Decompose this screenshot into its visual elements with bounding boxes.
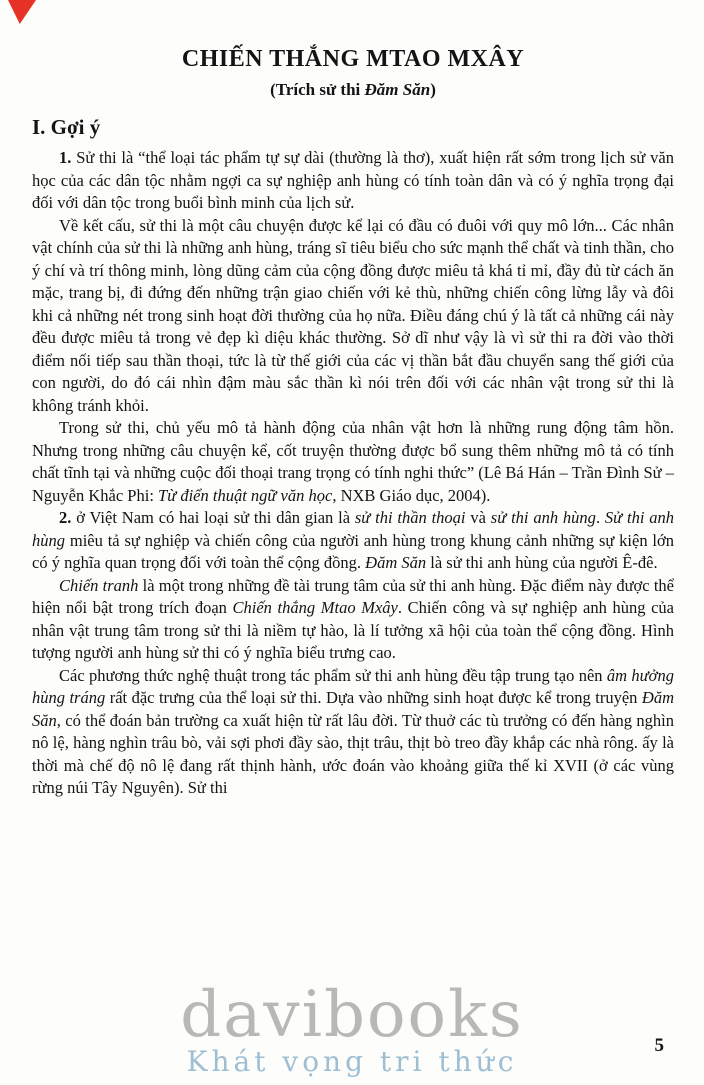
page-title: CHIẾN THẮNG MTAO MXÂY [181, 46, 525, 72]
paragraph: Các phương thức nghệ thuật trong tác phẩm sử thi anh hùng đều tập trung tạo nên âm hưởng hùng tráng rất đặc trưng của thể loại sử thi. Dựa vào những sinh hoạt được kể trong truyện Đăm Săn, có thể đoán bản trường ca xuất hiện từ rất lâu đời. Từ thuở các tù trưởng có đến hàng nghìn nô lệ, hàng nghìn trâu bò, vải sợi phơi đầy sào, thịt trâu, thịt bò treo đầy khắp các nhà rông. ấy là thời mà chế độ nô lệ đang rất thịnh hành, ước đoán vào khoảng giữa thế kỉ XVII (ở các vùng rừng núi Tây Nguyên). Sử thi [32, 665, 674, 797]
watermark [0, 978, 704, 1079]
red-corner-mark [8, 0, 36, 24]
section-heading: I. Gợi ý [32, 115, 101, 139]
watermark-logo-text: davibooks [180, 978, 524, 1052]
paragraph: Chiến tranh là một trong những đề tài trung tâm của sử thi anh hùng. Đặc điểm này được thể hiện nổi bật trong trích đoạn Chiến thắng Mtao Mxây. Chiến công và sự nghiệp anh hùng của nhân vật trung tâm trong sử thi là niềm tự hào, là lí tưởng xã hội của toàn thể cộng đồng. Hình tượng người anh hùng sử thi có ý nghĩa biểu trưng cao. [32, 575, 674, 662]
page-number: 5 [654, 1035, 664, 1056]
paragraph: Về kết cấu, sử thi là một câu chuyện được kể lại có đầu có đuôi với quy mô lớn... Các nhân vật chính của sử thi là những anh hùng, tráng sĩ tiêu biểu cho sức mạnh thể chất và tinh thần, cho ý chí và trí thông minh, lòng dũng cảm của cộng đồng được miêu tả khá tỉ mỉ, đầy đủ từ cách ăn mặc, trang bị, đi đứng đến những trận giao chiến với kẻ thù, những chiến công lừng lẫy và đôi khi cả những nét trong sinh hoạt đời thường của họ nữa. Điều đáng chú ý là tất cả những cái này đều được miêu tả trong vẻ đẹp kì diệu khác thường. Sở dĩ như vậy là vì sử thi ra đời vào thời điểm nối tiếp sau thần thoại, tức là từ thế giới của các vị thần bắt đầu chuyển sang thế giới của con người, do đó cái nhìn đậm màu sắc thần kì nói trên đối với các nhân vật trong sử thi là không tránh khỏi. [32, 215, 674, 415]
paragraph: Trong sử thi, chủ yếu mô tả hành động của nhân vật hơn là những rung động tâm hồn. Nhưng trong những câu chuyện kể, cốt truyện thường được bổ sung thêm những mô tả có tính chất tĩnh tại và những cuộc đối thoại trang trọng có tính nghi thức” (Lê Bá Hán – Trần Đình Sử – Nguyễn Khắc Phi: Từ điển thuật ngữ văn học, NXB Giáo dục, 2004). [32, 418, 674, 505]
paragraph: 1. Sử thi là “thể loại tác phẩm tự sự dài (thường là thơ), xuất hiện rất sớm trong lịch sử văn học của các dân tộc nhằm ngợi ca sự nghiệp anh hùng có tính toàn dân và có ý nghĩa trọng đại đối với dân tộc trong buổi bình minh của lịch sử. [32, 148, 675, 212]
page-subtitle: (Trích sử thi Đăm Săn) [270, 80, 436, 99]
body-text [32, 147, 674, 800]
paragraph: 2. ở Việt Nam có hai loại sử thi dân gian là sử thi thần thoại và sử thi anh hùng. Sử thi anh hùng miêu tả sự nghiệp và chiến công của người anh hùng trong khung cảnh những sự kiện lớn có ý nghĩa quan trọng đối với toàn thể cộng đồng. Đăm Săn là sử thi anh hùng của người Ê-đê. [32, 508, 675, 572]
watermark-slogan-text: Khát vọng tri thức [186, 1045, 518, 1078]
